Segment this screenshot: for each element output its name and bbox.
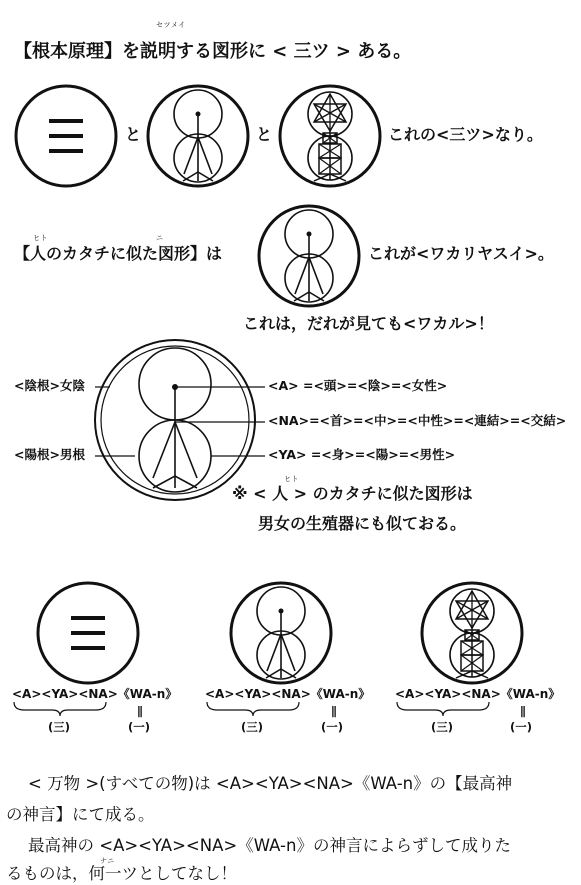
brace-group-3 bbox=[397, 702, 489, 716]
one-label-3: (一) bbox=[510, 720, 533, 734]
label-yo-kon: <陽根>男根 bbox=[14, 447, 85, 462]
hexagram-figure-circle-1 bbox=[280, 86, 380, 186]
ruby-hito: ヒト bbox=[33, 234, 48, 242]
to-connector-2: と bbox=[256, 125, 273, 144]
label-na-neck: <NA>=<首>=<中>=<中性>=<連結>=<交結> bbox=[268, 413, 567, 428]
ruby-ni: ニ bbox=[156, 234, 164, 242]
paragraph-line-2: の神言】にて成る。 bbox=[6, 805, 155, 824]
label-ya-body: <YA> =<身>=<陽>=<男性> bbox=[268, 447, 456, 462]
equal-sign-3: ∥ bbox=[520, 704, 526, 718]
anatomy-note-2: 男女の生殖器にも似ておる。 bbox=[258, 514, 467, 533]
row2-caption: これが<ワカリヤスイ>。 bbox=[368, 244, 554, 263]
three-label-2: (三) bbox=[241, 720, 264, 734]
three-label-3: (三) bbox=[431, 720, 454, 734]
anatomy-note-1: ※ < 人 > のカタチに似た図形は bbox=[232, 484, 473, 503]
brace-group-1 bbox=[14, 702, 106, 716]
label-in-kon: <陰根>女陰 bbox=[14, 378, 85, 393]
human-figure-circle-1 bbox=[148, 86, 248, 186]
label-a-head: <A> =<頭>=<陰>=<女性> bbox=[268, 378, 448, 393]
row1-caption: これの<三ツ>なり。 bbox=[388, 125, 543, 144]
equal-sign-2: ∥ bbox=[331, 704, 337, 718]
row2-label: 【人のカタチに似た図形】は bbox=[14, 244, 223, 263]
page-heading: 【根本原理】を説明する図形に < 三ツ > ある。 bbox=[14, 41, 412, 62]
equal-sign-1: ∥ bbox=[137, 704, 143, 718]
seq-label-1: <A><YA><NA>《WA-n》 bbox=[12, 687, 178, 701]
three-label-1: (三) bbox=[48, 720, 71, 734]
ruby-setsumei: セツメイ bbox=[156, 21, 186, 29]
human-figure-circle-3 bbox=[231, 583, 331, 683]
brace-group-2 bbox=[207, 702, 299, 716]
paragraph-line-3: 最高神の <A><YA><NA>《WA-n》の神言によらずして成りた bbox=[28, 836, 511, 855]
paragraph-line-4: るものは，何一ツとしてなし！ bbox=[6, 864, 237, 883]
ruby-note-hito: ヒト bbox=[284, 475, 299, 483]
paragraph-line-1: < 万物 >(すべての物)は <A><YA><NA>《WA-n》の【最高神 bbox=[28, 774, 513, 793]
anatomy-diagram bbox=[95, 340, 265, 500]
one-label-2: (一) bbox=[321, 720, 344, 734]
one-label-1: (一) bbox=[128, 720, 151, 734]
human-figure-circle-2 bbox=[259, 206, 359, 306]
row2-note: これは，だれが見ても<ワカル>！ bbox=[243, 314, 494, 333]
to-connector-1: と bbox=[125, 125, 142, 144]
seq-label-3: <A><YA><NA>《WA-n》 bbox=[395, 687, 561, 701]
three-bars-circle-1 bbox=[16, 86, 116, 186]
hexagram-figure-circle-3 bbox=[422, 583, 522, 683]
three-bars-circle-3 bbox=[38, 583, 138, 683]
ruby-nani: ナニ bbox=[100, 857, 115, 865]
seq-label-2: <A><YA><NA>《WA-n》 bbox=[205, 687, 371, 701]
